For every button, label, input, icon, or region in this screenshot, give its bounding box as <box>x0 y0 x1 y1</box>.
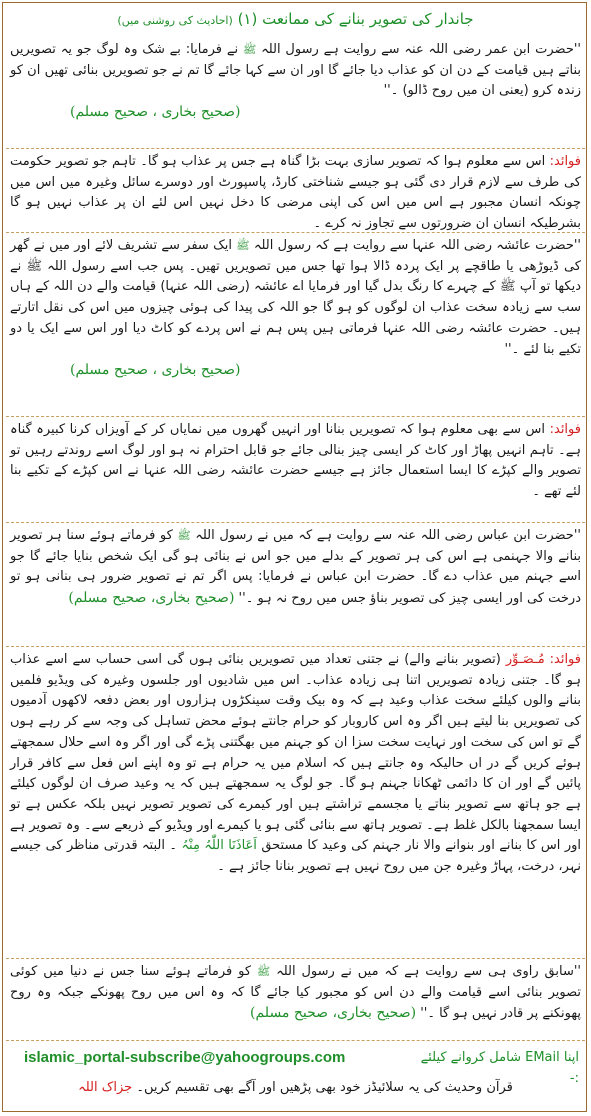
hadith-2-reference-row <box>10 360 581 382</box>
divider <box>6 232 585 233</box>
fawaid-1-body: اس سے معلوم ہوا کہ تصویر سازی بہت بڑا گناہ ہے جس پر عذاب ہو گا۔ تاہم جو تصویر حکومت کی طرف سے لازم قرار دی گئی ہو جیسے شناختی کارڈ، پاسپورٹ اور دوسرے سائل وغیرہ میں اس میں چونکہ انسان مجبور ہے اس میں اس کی اپنی مرضی کا دخل نہیں اس لئے ان پر عذاب نہیں ہو گا بشرطیکہ انسان ان ضرورتوں سے تجاوز نہ کرے ۔ <box>10 154 581 232</box>
saw-glyph: ﷺ <box>242 43 257 56</box>
hadith-3-reference: (صحیح بخاری، صحیح مسلم) <box>68 590 235 607</box>
page-title <box>0 8 591 32</box>
hadith-4-reference: (صحیح بخاری، صحیح مسلم) <box>250 1005 417 1022</box>
hadith-1-text-a: ''حضرت ابن عمر رضی اللہ عنہ سے روایت ہے رسول اللہ <box>261 42 581 57</box>
fawaid-1 <box>10 152 581 235</box>
hadith-1-reference: (صحیح بخاری ، صحیح مسلم) <box>70 104 241 121</box>
hadith-1-text <box>10 40 581 102</box>
saw-glyph: ﷺ <box>256 965 271 978</box>
fawaid-3-body-end: ۔ البتہ قدرتی مناظر کی جیسے نہر، درخت، پہاڑ وغیرہ جن میں روح نہیں ہے تصویر بنانا جائز ہے ۔ <box>10 838 581 875</box>
subscribe-label-email: EMail <box>525 1050 560 1065</box>
hadith-4-text-a: ''سابق راوی ہی سے روایت ہے کہ میں نے رسول اللہ <box>276 964 581 979</box>
hadith-2-text-b: ایک سفر سے تشریف لائے اور میں نے گھر کی ڈیوڑھی یا طاقچے پر ایک پردہ ڈالا ہوا تھا جس میں تصویریں تھیں۔ پس جب اسے رسول اللہ ﷺ نے دیکھا تو آپ ﷺ کے چہرے کا رنگ بدل گیا اور فرمایا اے عائشہ (رضی اللہ عنہا) قیامت والے دن اللہ کے ہاں سب سے زیادہ سخت عذاب ان لوگوں کو ہو گا جو اللہ کی پیدا کی ہوئی چیزوں میں اس کی نقل اتارتے ہیں۔ حضرت عائشہ رضی اللہ عنہا فرماتی ہیں پس ہم نے اس پردے کو کاٹ دیا اور اس سے ایک یا دو تکیے بنا لئے ۔'' <box>10 238 581 357</box>
divider <box>6 646 585 647</box>
hadith-3 <box>10 526 581 610</box>
fawaid-label: فوائد: <box>549 422 581 437</box>
hadith-4-text <box>10 962 581 1025</box>
fawaid-2 <box>10 420 581 503</box>
hadith-4-text-b: کو فرماتے ہوئے سنا جس نے دنیا میں کوئی تصویر بنائی اسے قیامت والے دن اس کو مجبور کیا جائے گا کہ وہ اس میں روح پھونکے جبکہ وہ روح پھونکنے پر قادر نہیں ہو گا ۔'' <box>10 964 581 1022</box>
fawaid-2-body: اس سے بھی معلوم ہوا کہ تصویریں بنانا اور انہیں گھروں میں نمایاں کر کے آویزاں کرنا کبیرہ گناہ ہے۔ تاہم انہیں پھاڑ اور کاٹ کر ایسی چیز بنالی جائے جو قابل احترام نہ ہو اور لوگ اسے روندتے رہیں تو تصویر والے کپڑے کا ایسا استعمال جائز ہے جیسے حضرت عائشہ رضی اللہ عنہا نے اس کپڑے کے تکیے بنا لئے تھے ۔ <box>10 422 581 500</box>
divider <box>6 958 585 959</box>
saw-glyph: ﷺ <box>236 239 250 252</box>
hadith-3-text-b: کو فرماتے ہوئے سنا ہر تصویر بنانے والا جہنمی ہے اس کی ہر تصویر کے بدلے میں جو اس نے بنائی ہو گی ایک شخص بنایا جائے گا جو اسے جہنم میں عذاب دے گا۔ حضرت ابن عباس نے فرمایا: پس اگر تم نے تصویر ضرور ہی بنانی ہو تو درخت کی اور ایسی چیز کی تصویر بناؤ جس میں روح نہ ہو ۔'' <box>10 528 581 607</box>
fawaid-3-body: (تصویر بنانے والے) نے جتنی تعداد میں تصویریں بنائی ہوں گی اسی حساب سے اسے عذاب ہو گا۔ جتنی زیادہ تصویریں اتنا ہی زیادہ عذاب۔ اس میں شادیوں اور جلسوں وغیرہ کی ویڈیو فلمیں بنانے والوں کیلئے سخت عذاب وعید ہے کہ وہ بیک وقت سینکڑوں ہزاروں اور بعض دفعہ لاکھوں آدمیوں کی تصویریں بنا لیتے ہیں اگر وہ اس کاروبار کو حرام جانتے ہوئے محض تساہل کی وجہ سے کر رہے ہوں گے تو اس کی سخت اور نہایت سخت سزا ان کو جہنم میں بھگتنی پڑے گی اور اگر وہ اسے حلال سمجھتے ہوئے کریں گے در اں حالیکہ وہ جانتے ہیں کہ اسلام میں یہ حرام ہے تو وہ اپنے اس فعل سے کافر قرار پائیں گے اور ان کا دائمی ٹھکانا جہنم ہو گا۔ جو لوگ یہ سمجھتے ہیں کہ یہ وعید صرف ان لوگوں کیلئے ہے جو ہاتھ سے تصویر بناتے یا مجسمے تراشتے ہیں اور کیمرے کی تصویر تصویر نہیں بلکہ عکس ہے تو ایسا سمجھنا بالکل غلط ہے۔ تصویر ہاتھ سے بنائی گئی ہو یا کیمرے اور ویڈیو کے ذریعے سے۔ وہ تصویر ہے اور اس کا بنانے اور بنوانے والا نار جہنم کی وعید کا مستحق <box>10 652 581 854</box>
divider <box>6 416 585 417</box>
divider <box>6 1040 585 1041</box>
hadith-2-text-a: ''حضرت عائشہ رضی اللہ عنہا سے روایت ہے کہ رسول اللہ <box>253 238 582 253</box>
fawaid-3-text <box>10 650 581 878</box>
title-text: جاندار کی تصویر بنانے کی ممانعت (۱) <box>237 10 474 28</box>
divider <box>6 522 585 523</box>
footer-jazakallah: جزاک اللہ <box>78 1080 133 1095</box>
fawaid-label: فوائد: <box>549 154 581 169</box>
subscribe-email-link[interactable]: islamic_portal-subscribe@yahoogroups.com <box>24 1049 346 1066</box>
fawaid-3-arabic-dua: اَعَاذَنَا اللّٰہُ مِنْہُ <box>181 838 257 854</box>
hadith-1-text-b: نے فرمایا: بے شک وہ لوگ جو یہ تصویریں بناتے ہیں قیامت کے دن ان کو عذاب دیا جائے گا اور ان سے کہا جائے گا تم نے جو تصویریں بنائی تھیں ان کو زندہ کرو (یعنی ان میں روح ڈالو) ۔'' <box>10 42 581 99</box>
fawaid-3-keyword: مُـصَـوِّر <box>505 652 545 667</box>
footer-dua-text: قرآن وحدیث کی یہ سلائیڈز خود بھی پڑھیں اور آگے بھی تقسیم کریں۔ <box>136 1080 513 1095</box>
footer-dua <box>10 1078 581 1099</box>
hadith-4 <box>10 962 581 1025</box>
hadith-2-reference: (صحیح بخاری ، صحیح مسلم) <box>70 362 241 379</box>
hadith-3-text-a: ''حضرت ابن عباس رضی اللہ عنہ سے روایت ہے کہ میں نے رسول اللہ <box>195 528 581 543</box>
hadith-1-reference-row <box>10 102 581 124</box>
fawaid-label: فوائد: <box>549 652 581 667</box>
hadith-1 <box>10 40 581 124</box>
hadith-2-text <box>10 236 581 360</box>
fawaid-2-text <box>10 420 581 503</box>
saw-glyph: ﷺ <box>177 529 191 542</box>
subscribe-label-b: شامل کروانے کیلئے :- <box>420 1050 579 1086</box>
fawaid-1-text <box>10 152 581 235</box>
subscribe-label-a: اپنا <box>563 1050 579 1065</box>
fawaid-3 <box>10 650 581 878</box>
divider <box>6 148 585 149</box>
title-subtitle: (احادیث کی روشنی میں) <box>117 14 233 27</box>
hadith-3-text <box>10 526 581 610</box>
hadith-2 <box>10 236 581 382</box>
